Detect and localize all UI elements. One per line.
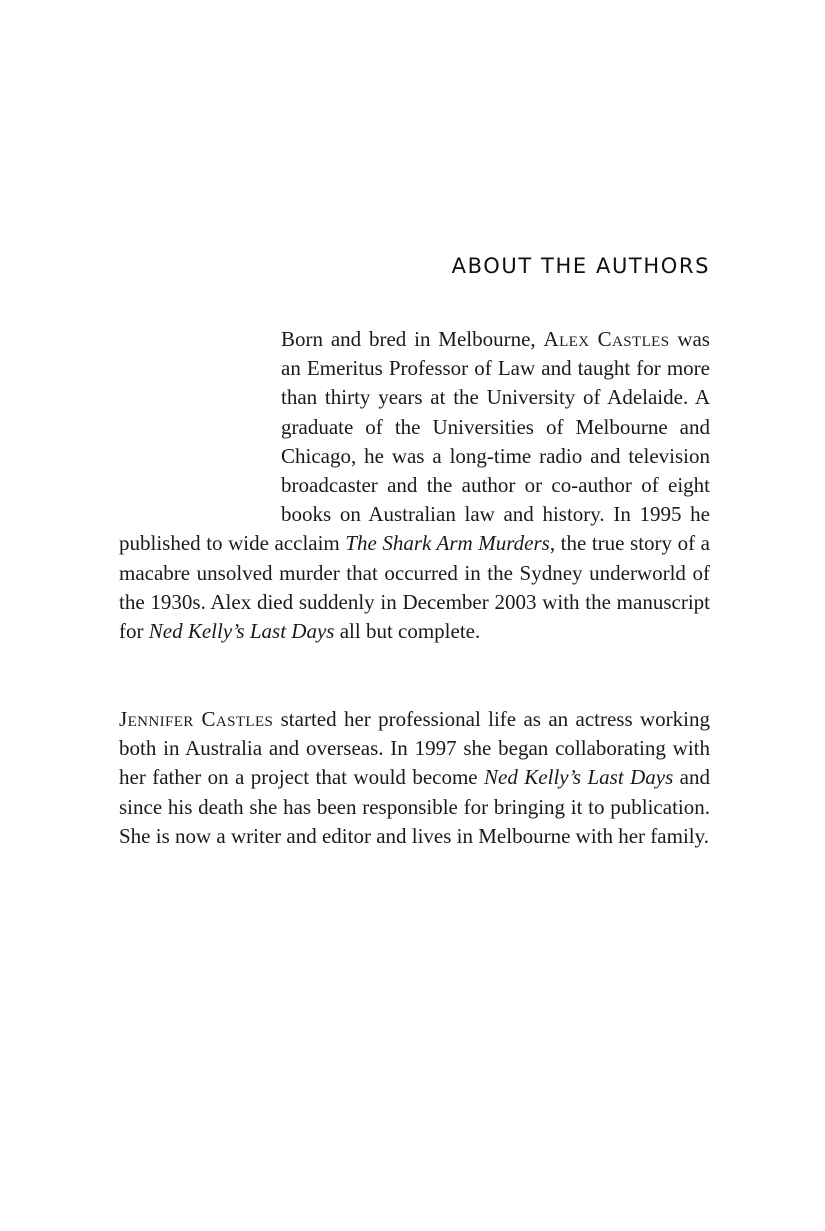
bio-jennifer-text-1: started her professional life as an actress working both in Australia and overseas. In 1997 she began collaborating with her father on a project that would become xyxy=(119,707,710,790)
bio-alex-text-2: , the true story of a macabre unsolved murder that occurred in the Sydney underworld of the 1930s. Alex died suddenly in December 2003 with the manuscript for xyxy=(119,531,710,644)
bio-alex-intro: Born and bred in Melbourne, xyxy=(281,327,544,351)
book-title-ned-kelly: Ned Kelly’s Last Days xyxy=(148,619,335,644)
indent-spacer xyxy=(119,325,281,529)
author-name-jennifer: Jennifer Castles xyxy=(119,707,274,731)
bio-alex-text-1: was an Emeritus Professor of Law and taught for more than thirty years at the University of Adelaide. A graduate of the Universities of Melbourne and Chicago, he was a long-time radio and television broadcaster and the author or co-author of eight books on Australian law and history. In 1995 he published to wide acclaim xyxy=(119,327,710,556)
section-heading: ABOUT THE AUTHORS xyxy=(451,254,710,278)
bio-alex-castles xyxy=(119,325,710,646)
bio-jennifer-castles xyxy=(119,705,710,851)
book-title-ned-kelly-2: Ned Kelly’s Last Days xyxy=(484,765,674,790)
bio-jennifer-text-2: and since his death she has been responsible for bringing it to publication. She is now a writer and editor and lives in Melbourne with her family. xyxy=(119,765,711,848)
bio-alex-text-3: all but complete. xyxy=(334,619,481,644)
book-title-shark-arm: The Shark Arm Murders xyxy=(345,531,550,556)
author-name-alex: Alex Castles xyxy=(543,327,670,351)
